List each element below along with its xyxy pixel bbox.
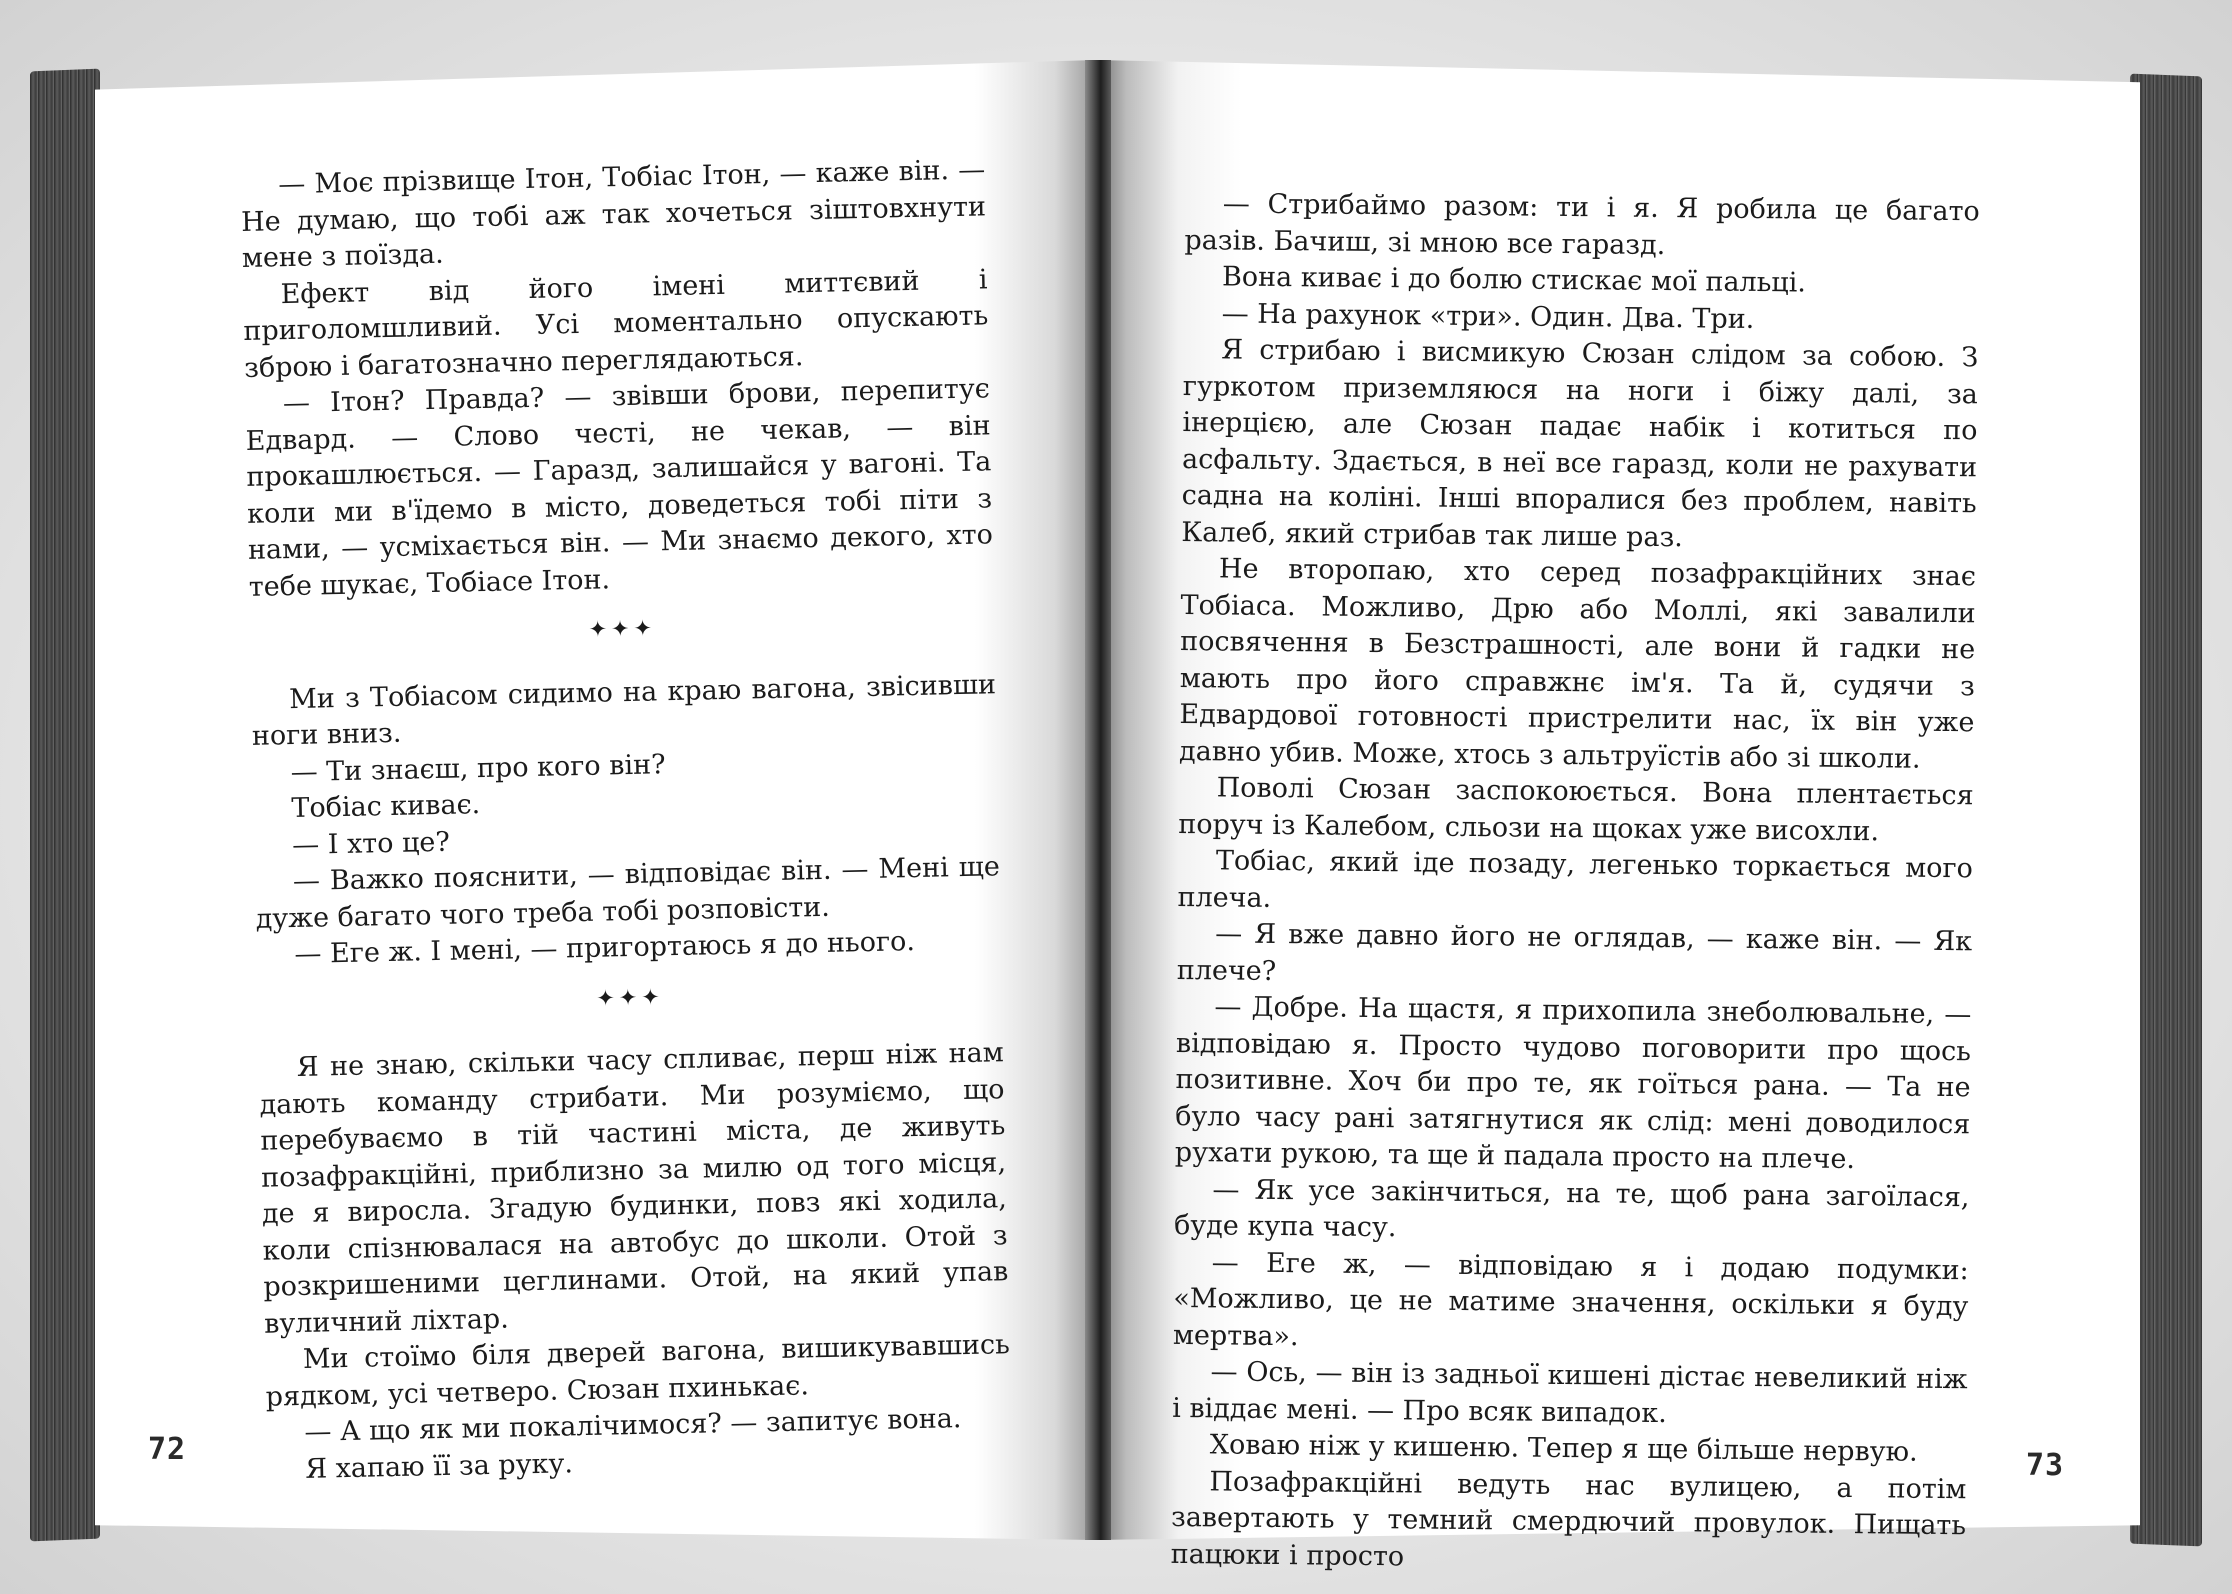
paragraph: — І хто це? (291, 826, 451, 861)
paragraph: — Ітон? Правда? — звівши брови, перепитує Едвард. — Слово честі, не чекав, — він прокашлюється. — Гаразд, залишайся у вагоні. Та коли ми в'їдемо в місто, доведеться тобі піти з нами, — усміхається він. — Ми знаємо декого, хто тебе шукає, Тобіасе Ітон. (245, 373, 994, 603)
paragraph: Вона киває і до болю стискає мої пальці. (1221, 261, 1807, 299)
paragraph: Я стрибаю і висмикую Сюзан слідом за собою. З гуркотом приземляюся на ноги і біжу далі, за інерцією, але Сюзан падає набік і котиться по асфальту. Здається, в неї все гаразд, коли не рахувати садна на коліні. Інші впоралися без проблем, навіть Калеб, який стрибав так лише раз. (1181, 334, 1979, 553)
paragraph: — А що як ми покалічимося? — запитує вона. (304, 1403, 962, 1448)
right-page-text (1170, 186, 1979, 1581)
paragraph: Поволі Сюзан заспокоюється. Вона плентається поруч із Калебом, сльози на щоках уже висохли. (1178, 772, 1974, 847)
paragraph: Я не знаю, скільки часу спливає, перш ніж нам дають команду стрибати. Ми розуміємо, що перебуваємо в тій частині міста, де живуть позафракційні, приблизно за милю од того місця, де я виросла. Згадую будинки, повз які ходила, коли спізнювалася на автобус до школи. Отой з розкришеними цеглинами. Отой, на який упав вуличний ліхтар. (259, 1037, 1009, 1340)
paragraph: Ховаю ніж у кишеню. Тепер я ще більше нервую. (1209, 1429, 1918, 1468)
paragraph: Ми з Тобіасом сидимо на краю вагона, звісивши ноги вниз. (251, 668, 997, 752)
right-page-edges (2130, 74, 2202, 1547)
paragraph: — Як усе закінчиться, на те, щоб рана загоїлася, буде купа часу. (1173, 1173, 1970, 1244)
paragraph: Я хапаю її за руку. (304, 1447, 574, 1485)
paragraph: Ефект від його імені миттєвий і приголомшливий. Усі моментально опускають зброю і багатозначно переглядаються. (243, 263, 989, 384)
paragraph: Ми стоїмо біля дверей вагона, вишикувавшись рядком, усі четверо. Сюзан пхинькає. (265, 1329, 1011, 1413)
page-number-right: 73 (2026, 1448, 2065, 1483)
paragraph: — Ось, — він із задньої кишені дістає невеликий ніж і віддає мені. — Про всяк випадок. (1172, 1356, 1968, 1429)
left-page-edges (30, 69, 100, 1542)
paragraph: — Важко пояснити, — відповідає він. — Мені ще дуже багато чого треба тобі розповісти. (255, 851, 1001, 935)
paragraph: Не второпаю, хто серед позафракційних знає Тобіаса. Можливо, Дрю або Моллі, які завалили посвячення в Безстрашності, але вони й гадки не мають про його справжнє ім'я. Та й, судячи з Едвардової готовності пристрелити нас, їх він уже давно убив. Може, хтось з альтруїстів або зі школи. (1178, 553, 1977, 775)
left-page-text (240, 152, 1013, 1488)
paragraph: — Стрибаймо разом: ти і я. Я робила це багато разів. Бачиш, зі мною все гаразд. (1184, 188, 1980, 261)
section-separator: ✦✦✦ (588, 616, 657, 643)
section-separator: ✦✦✦ (596, 984, 664, 1012)
paragraph: — Я вже давно його не оглядав, — каже він. — Як плече? (1176, 918, 1973, 987)
paragraph: — Ти знаєш, про кого він? (290, 748, 666, 788)
paragraph: Позафракційні ведуть нас вулицею, а потім завертають у темний смердючий провулок. Пищать пацюки і просто (1170, 1465, 1967, 1572)
paragraph: Тобіас киває. (291, 789, 481, 825)
paragraph: — На рахунок «три». Один. Два. Три. (1221, 297, 1755, 335)
paragraph: — Еге ж. І мені, — пригортаюсь я до нього. (294, 926, 916, 971)
paragraph: Тобіас, який іде позаду, легенько торкається мого плеча. (1177, 845, 1974, 914)
paragraph: — Еге ж, — відповідаю я і додаю подумки: «Можливо, це не матиме значення, оскільки я буду мертва». (1172, 1246, 1969, 1352)
paragraph: — Добре. На щастя, я прихопила знеболювальне, — відповідаю я. Просто чудово поговорити про щось позитивне. Хоч би про те, як гоїться рана. — Та не було часу рані затягнутися як слід: мені доводилося рухати рукою, та ще й падала просто на плече. (1174, 991, 1972, 1176)
book-spine (1085, 60, 1111, 1540)
paragraph: — Моє прізвище Ітон, Тобіас Ітон, — каже він. — Не думаю, що тобі аж так хочеться зіштовхнути мене з поїзда. (240, 154, 987, 274)
page-number-left: 72 (148, 1432, 187, 1467)
